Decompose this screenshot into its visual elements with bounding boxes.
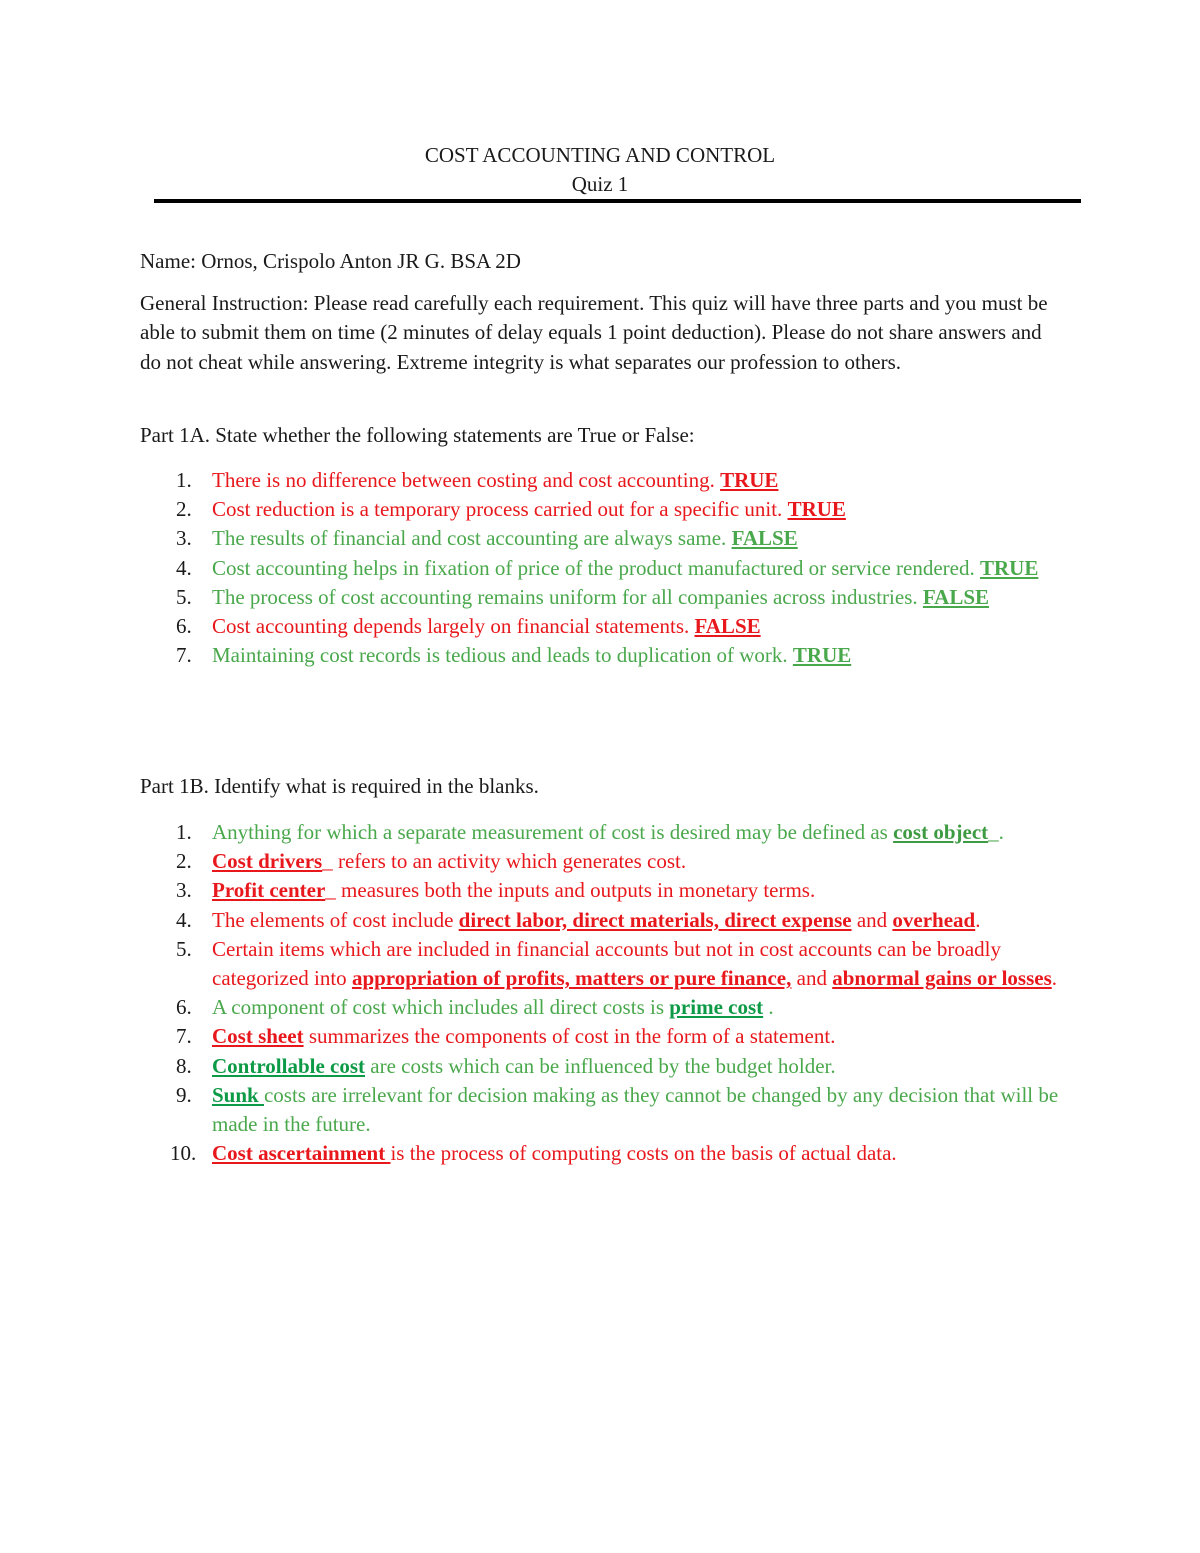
- part1a-heading: Part 1A. State whether the following statements are True or False:: [140, 423, 695, 447]
- question-text: Anything for which a separate measurement of cost is desired may be defined as: [212, 820, 894, 844]
- question-text: .: [763, 995, 774, 1020]
- list-item: [140, 876, 1060, 905]
- answer: Profit center: [212, 878, 326, 903]
- list-item: [140, 583, 1060, 612]
- item-number: 7.: [176, 1024, 192, 1049]
- statement-text: Cost accounting depends largely on financial statements.: [212, 614, 695, 639]
- answer: abnormal gains or losses: [832, 966, 1052, 991]
- list-item: [140, 612, 1060, 641]
- title-divider: [154, 199, 1081, 203]
- answer: FALSE: [694, 614, 761, 639]
- answer: cost object: [893, 820, 989, 844]
- list-item: [140, 818, 1060, 847]
- item-number: 3.: [176, 526, 192, 551]
- statement-text: Maintaining cost records is tedious and leads to duplication of work.: [212, 643, 793, 668]
- list-item: [140, 906, 1060, 935]
- item-number: 6.: [176, 614, 192, 639]
- question-text: The elements of cost include: [212, 907, 459, 932]
- list-item: [140, 495, 1060, 524]
- item-number: 4.: [176, 555, 192, 580]
- document-subtitle: Quiz 1: [571, 172, 629, 196]
- item-number: 10.: [170, 1141, 197, 1166]
- item-number: 2.: [176, 497, 192, 522]
- question-text: summarizes the components of cost in the form of a statement.: [303, 1024, 836, 1049]
- statement-text: The process of cost accounting remains uniform for all companies across industries.: [212, 584, 923, 609]
- part1b-list: [140, 818, 1060, 1168]
- answer: Controllable cost: [212, 1053, 366, 1078]
- list-item: [140, 554, 1060, 583]
- list-item: [140, 935, 1060, 993]
- question-text: .: [1051, 966, 1058, 991]
- answer: prime cost: [669, 995, 764, 1020]
- list-item: [140, 1022, 1060, 1051]
- question-text: A component of cost which includes all direct costs is: [212, 995, 670, 1020]
- item-number: 5.: [176, 584, 192, 609]
- item-number: 7.: [176, 643, 192, 668]
- question-text: costs are irrelevant for decision making as they cannot be changed by any decision that will be made in the future.: [212, 1082, 1059, 1137]
- answer: TRUE: [787, 497, 846, 522]
- answer: Cost drivers: [212, 849, 323, 874]
- answer: TRUE: [792, 643, 852, 668]
- question-text: _ refers to an activity which generates cost.: [322, 849, 687, 874]
- part1b-heading: Part 1B. Identify what is required in the blanks.: [140, 774, 539, 798]
- answer: overhead: [892, 907, 976, 932]
- answer: Cost ascertainment: [212, 1141, 391, 1166]
- student-name-line: Name: Ornos, Crispolo Anton JR G. BSA 2D: [140, 249, 521, 273]
- statement-text: Cost accounting helps in fixation of price of the product manufactured or service rendered.: [212, 555, 980, 580]
- item-number: 5.: [176, 936, 192, 961]
- question-text: _ measures both the inputs and outputs in monetary terms.: [325, 878, 816, 903]
- answer: FALSE: [731, 526, 798, 551]
- list-item: [140, 524, 1060, 553]
- statement-text: The results of financial and cost accounting are always same.: [212, 526, 732, 551]
- list-item: [140, 466, 1060, 495]
- list-item: [140, 1052, 1060, 1081]
- statement-text: There is no difference between costing and cost accounting.: [212, 468, 721, 492]
- question-text: .: [975, 907, 981, 932]
- question-text: and: [851, 907, 893, 932]
- statement-text: Cost reduction is a temporary process carried out for a specific unit.: [212, 497, 788, 522]
- question-text: _.: [988, 820, 1004, 844]
- list-item: [140, 641, 1060, 670]
- answer: TRUE: [979, 555, 1039, 580]
- item-number: 9.: [176, 1082, 192, 1107]
- answer: FALSE: [922, 584, 990, 609]
- answer: Sunk: [212, 1082, 264, 1107]
- part1a-list: [140, 466, 1060, 670]
- item-number: 4.: [176, 907, 192, 932]
- item-number: 3.: [176, 878, 192, 903]
- item-number: 6.: [176, 995, 192, 1020]
- list-item: [140, 993, 1060, 1022]
- list-item: [140, 847, 1060, 876]
- item-number: 8.: [176, 1053, 192, 1078]
- answer: appropriation of profits, matters or pure finance,: [351, 966, 792, 991]
- answer: direct labor, direct materials, direct expense: [458, 907, 852, 932]
- item-number: 2.: [176, 849, 192, 874]
- answer: TRUE: [720, 468, 779, 492]
- list-item: [140, 1139, 1060, 1168]
- answer: Cost sheet: [212, 1024, 304, 1049]
- item-number: 1.: [176, 468, 192, 492]
- item-number: 1.: [176, 820, 192, 844]
- question-text: and: [791, 966, 833, 991]
- question-text: Certain items which are included in financial accounts but not in cost accounts can be broadly categorized into: [212, 936, 1001, 991]
- general-instruction: General Instruction: Please read carefully each requirement. This quiz will have three parts and you must be able to submit them on time (2 minutes of delay equals 1 point deduction). Please do not share answers and do not cheat while answering. Extreme integrity is what separates our profession to others.: [140, 291, 1048, 374]
- question-text: are costs which can be influenced by the budget holder.: [365, 1053, 836, 1078]
- document-title: COST ACCOUNTING AND CONTROL: [424, 143, 776, 167]
- question-text: is the process of computing costs on the basis of actual data.: [390, 1141, 897, 1166]
- list-item: [140, 1081, 1060, 1139]
